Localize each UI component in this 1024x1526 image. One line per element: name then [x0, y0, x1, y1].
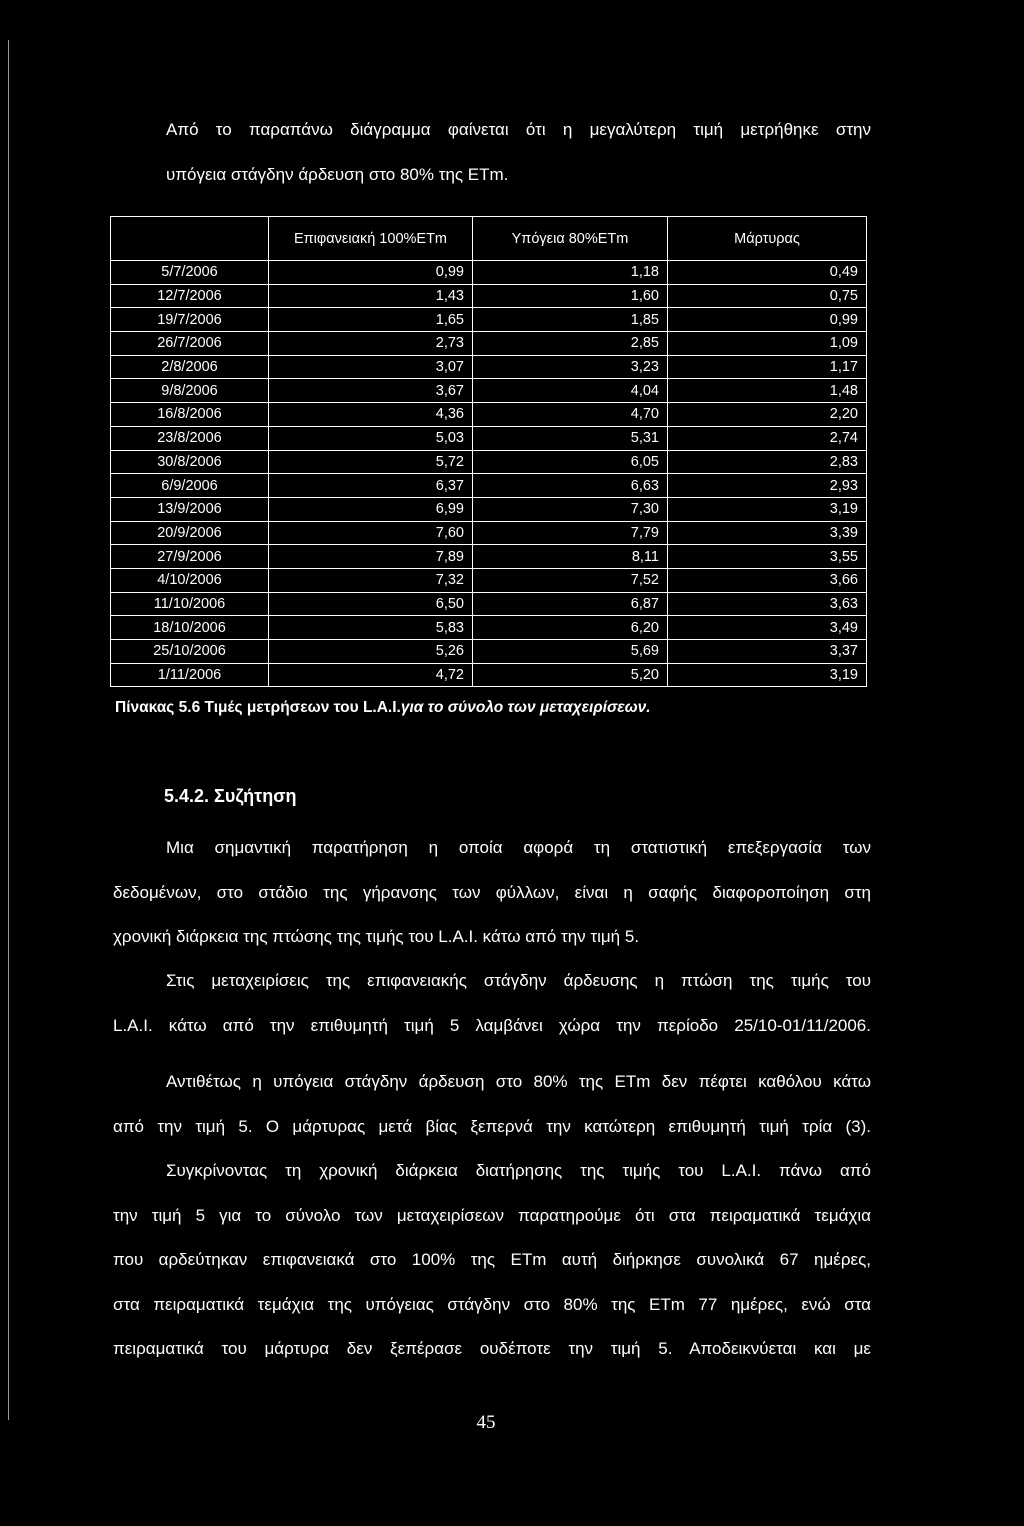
- cell-surface: 6,50: [269, 592, 473, 616]
- page-number: 45: [476, 1412, 496, 1433]
- lai-measurements-table: [110, 216, 867, 687]
- cell-surface: 1,43: [269, 284, 473, 308]
- cell-date: 25/10/2006: [111, 640, 269, 664]
- text-line: Μια σημαντική παρατήρηση η οποία αφορά τη στατιστική επεξεργασία των: [166, 838, 871, 857]
- cell-subsurface: 1,60: [473, 284, 668, 308]
- cell-surface: 5,72: [269, 450, 473, 474]
- discussion-paragraph: [113, 826, 871, 960]
- cell-date: 26/7/2006: [111, 332, 269, 356]
- cell-control: 2,20: [668, 403, 867, 427]
- cell-control: 1,48: [668, 379, 867, 403]
- text-line: την τιμή 5 για το σύνολο των μεταχειρίσεων παρατηρούμε ότι στα πειραματικά τεμάχια: [113, 1205, 871, 1225]
- intro-paragraph: [113, 108, 871, 197]
- cell-surface: 7,89: [269, 545, 473, 569]
- cell-subsurface: 7,52: [473, 568, 668, 592]
- cell-date: 4/10/2006: [111, 568, 269, 592]
- cell-subsurface: 5,69: [473, 640, 668, 664]
- cell-surface: 4,72: [269, 663, 473, 687]
- cell-control: 1,17: [668, 355, 867, 379]
- cell-subsurface: 1,85: [473, 308, 668, 332]
- table-row: [111, 592, 867, 616]
- table-row: [111, 640, 867, 664]
- table-row: [111, 284, 867, 308]
- cell-control: 3,49: [668, 616, 867, 640]
- cell-surface: 2,73: [269, 332, 473, 356]
- header-cell-control: Μάρτυρας: [668, 217, 867, 261]
- table-row: [111, 355, 867, 379]
- cell-control: 0,75: [668, 284, 867, 308]
- cell-control: 3,39: [668, 521, 867, 545]
- cell-surface: 6,99: [269, 497, 473, 521]
- cell-surface: 3,67: [269, 379, 473, 403]
- text-line: στα πειραματικά τεμάχια της υπόγειας στάγδην στο 80% της ETm 77 ημέρες, ενώ στα: [113, 1294, 871, 1314]
- cell-subsurface: 6,87: [473, 592, 668, 616]
- table-row: [111, 426, 867, 450]
- margin-rule: [8, 40, 9, 1420]
- cell-surface: 5,03: [269, 426, 473, 450]
- cell-date: 27/9/2006: [111, 545, 269, 569]
- table-row: [111, 616, 867, 640]
- cell-date: 16/8/2006: [111, 403, 269, 427]
- text-line: Στις μεταχειρίσεις της επιφανειακής στάγδην άρδευσης η πτώση της τιμής του: [166, 971, 871, 990]
- section-heading: 5.4.2. Συζήτηση: [164, 786, 297, 806]
- cell-control: 0,99: [668, 308, 867, 332]
- cell-date: 2/8/2006: [111, 355, 269, 379]
- cell-control: 3,55: [668, 545, 867, 569]
- text-line: που αρδεύτηκαν επιφανειακά στο 100% της ETm αυτή διήρκησε συνολικά 67 ημέρες,: [113, 1250, 871, 1269]
- cell-subsurface: 7,79: [473, 521, 668, 545]
- table-row: [111, 497, 867, 521]
- table-row: [111, 261, 867, 285]
- cell-surface: 6,37: [269, 474, 473, 498]
- cell-subsurface: 7,30: [473, 497, 668, 521]
- table-row: [111, 474, 867, 498]
- discussion-paragraph: [113, 1060, 871, 1149]
- cell-surface: 0,99: [269, 261, 473, 285]
- cell-control: 0,49: [668, 261, 867, 285]
- cell-date: 12/7/2006: [111, 284, 269, 308]
- text-line: υπόγεια στάγδην άρδευση στο 80% της ETm.: [166, 164, 509, 184]
- header-cell-subsurface: Υπόγεια 80%ETm: [473, 217, 668, 261]
- cell-date: 11/10/2006: [111, 592, 269, 616]
- cell-surface: 5,26: [269, 640, 473, 664]
- header-cell-date: [111, 217, 269, 261]
- table-row: [111, 545, 867, 569]
- cell-date: 20/9/2006: [111, 521, 269, 545]
- cell-surface: 3,07: [269, 355, 473, 379]
- table-body: [111, 261, 867, 687]
- cell-subsurface: 6,05: [473, 450, 668, 474]
- cell-subsurface: 6,63: [473, 474, 668, 498]
- table-row: [111, 403, 867, 427]
- text-line: Συγκρίνοντας τη χρονική διάρκεια διατήρησης της τιμής του L.A.I. πάνω από: [166, 1161, 871, 1180]
- text-line: L.A.I. κάτω από την επιθυμητή τιμή 5 λαμβάνει χώρα την περίοδο 25/10-01/11/2006.: [113, 1015, 871, 1035]
- text-line: πειραματικά του μάρτυρα δεν ξεπέρασε ουδέποτε την τιμή 5. Αποδεικνύεται και με: [113, 1339, 871, 1358]
- cell-subsurface: 8,11: [473, 545, 668, 569]
- cell-control: 2,74: [668, 426, 867, 450]
- table-row: [111, 450, 867, 474]
- table-row: [111, 663, 867, 687]
- text-line: Αντιθέτως η υπόγεια στάγδην άρδευση στο 80% της ETm δεν πέφτει καθόλου κάτω: [166, 1072, 871, 1091]
- cell-surface: 1,65: [269, 308, 473, 332]
- caption-italic: για το σύνολο των μεταχειρίσεων.: [400, 699, 651, 716]
- table-row: [111, 332, 867, 356]
- table-row: [111, 521, 867, 545]
- text-line: δεδομένων, στο στάδιο της γήρανσης των φύλλων, είναι η σαφής διαφοροποίηση στη: [113, 882, 871, 902]
- cell-control: 3,66: [668, 568, 867, 592]
- cell-subsurface: 5,20: [473, 663, 668, 687]
- text-line: Από το παραπάνω διάγραμμα φαίνεται ότι η μεγαλύτερη τιμή μετρήθηκε στην: [166, 120, 871, 139]
- cell-date: 30/8/2006: [111, 450, 269, 474]
- cell-date: 1/11/2006: [111, 663, 269, 687]
- cell-control: 1,09: [668, 332, 867, 356]
- table-row: [111, 379, 867, 403]
- table-row: [111, 308, 867, 332]
- cell-control: 3,63: [668, 592, 867, 616]
- cell-subsurface: 1,18: [473, 261, 668, 285]
- cell-control: 3,19: [668, 497, 867, 521]
- cell-date: 23/8/2006: [111, 426, 269, 450]
- cell-subsurface: 2,85: [473, 332, 668, 356]
- cell-date: 13/9/2006: [111, 497, 269, 521]
- header-cell-surface: Επιφανειακή 100%ETm: [269, 217, 473, 261]
- cell-date: 9/8/2006: [111, 379, 269, 403]
- text-line: από την τιμή 5. Ο μάρτυρας μετά βίας ξεπερνά την κατώτερη επιθυμητή τιμή τρία (3).: [113, 1116, 871, 1136]
- cell-date: 6/9/2006: [111, 474, 269, 498]
- cell-date: 19/7/2006: [111, 308, 269, 332]
- cell-subsurface: 5,31: [473, 426, 668, 450]
- cell-control: 3,37: [668, 640, 867, 664]
- cell-control: 3,19: [668, 663, 867, 687]
- cell-date: 18/10/2006: [111, 616, 269, 640]
- text-line: χρονική διάρκεια της πτώσης της τιμής του L.A.I. κάτω από την τιμή 5.: [113, 927, 640, 946]
- cell-subsurface: 6,20: [473, 616, 668, 640]
- cell-date: 5/7/2006: [111, 261, 269, 285]
- table-caption: [115, 699, 651, 717]
- cell-subsurface: 4,04: [473, 379, 668, 403]
- discussion-paragraph: [113, 1149, 871, 1372]
- cell-surface: 4,36: [269, 403, 473, 427]
- cell-surface: 7,60: [269, 521, 473, 545]
- discussion-paragraph: [113, 959, 871, 1048]
- table-row: [111, 568, 867, 592]
- cell-control: 2,93: [668, 474, 867, 498]
- cell-surface: 5,83: [269, 616, 473, 640]
- table-header-row: [111, 217, 867, 261]
- caption-bold: Πίνακας 5.6 Τιμές μετρήσεων του L.A.I.: [115, 699, 401, 716]
- cell-surface: 7,32: [269, 568, 473, 592]
- cell-subsurface: 4,70: [473, 403, 668, 427]
- cell-subsurface: 3,23: [473, 355, 668, 379]
- cell-control: 2,83: [668, 450, 867, 474]
